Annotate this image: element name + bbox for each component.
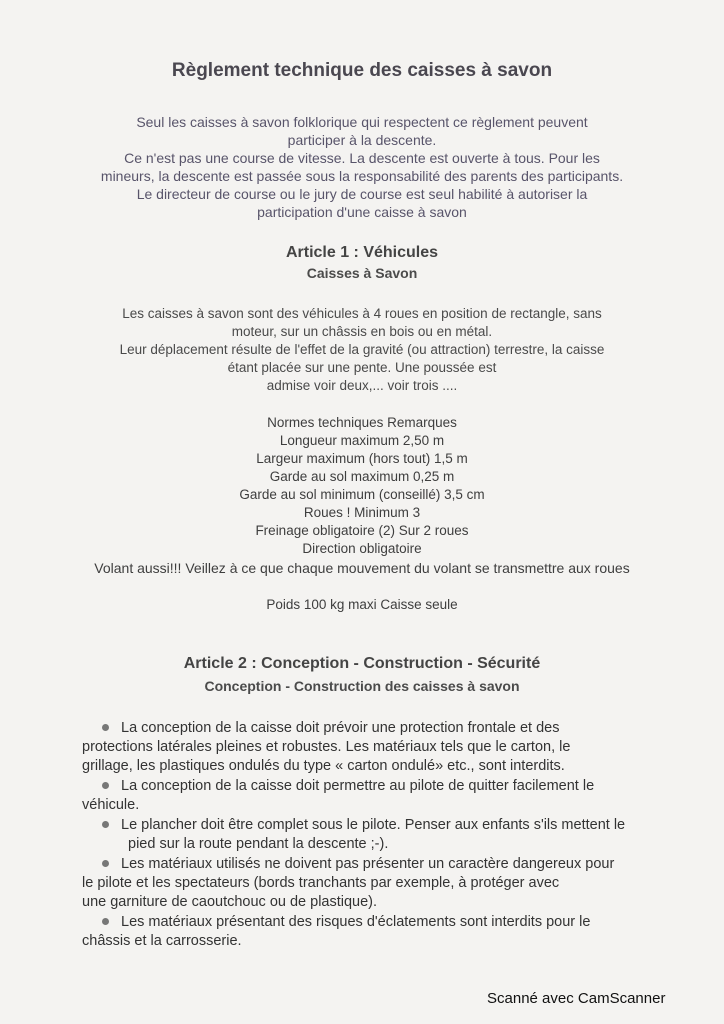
steering-note: Volant aussi!!! Veillez à ce que chaque mouvement du volant se transmettre aux roues [94, 560, 630, 576]
norm-line: Longueur maximum 2,50 m [279, 433, 445, 448]
weight-line: Poids 100 kg maxi Caisse seule [266, 597, 458, 612]
norm-line: Largeur maximum (hors tout) 1,5 m [256, 451, 468, 466]
bullet-item: La conception de la caisse doit prévoir une protection frontale et des protections latérales pleines et robustes. Les matériaux tels que le carton, le grillage, les plastiques ondulés du type « carton ondulé» etc., sont interdits. [82, 720, 571, 774]
article1-body-line: moteur, sur un châssis en bois ou en métal. [231, 324, 493, 339]
norm-line: Garde au sol maximum 0,25 m [269, 469, 455, 484]
intro-line: mineurs, la descente est passée sous la responsabilité des parents des participants. [100, 168, 624, 184]
scanner-watermark: Scanné avec CamScanner [487, 990, 666, 1007]
article2-subtitle: Conception - Construction des caisses à savon [204, 678, 520, 694]
article1-body-line: Leur déplacement résulte de l'effet de la gravité (ou attraction) terrestre, la caisse [119, 342, 605, 357]
norm-line: Direction obligatoire [302, 541, 422, 556]
bullet-icon [102, 821, 109, 828]
article1-body-line: étant placée sur une pente. Une poussée est [227, 360, 497, 375]
intro-line: Ce n'est pas une course de vitesse. La descente est ouverte à tous. Pour les [124, 150, 600, 166]
article1-subtitle: Caisses à Savon [306, 265, 418, 281]
document-title: Règlement technique des caisses à savon [171, 60, 553, 81]
bullet-icon [102, 860, 109, 867]
bullet-item: Le plancher doit être complet sous le pilote. Penser aux enfants s'ils mettent le pied sur la route pendant la descente ;-). [82, 816, 702, 854]
article1-body-line: admise voir deux,... voir trois .... [266, 378, 458, 393]
intro-line: participer à la descente. [287, 132, 437, 148]
bullet-icon [102, 724, 109, 731]
article2-title: Article 2 : Conception - Construction - Sécurité [183, 655, 541, 672]
article1-title: Article 1 : Véhicules [285, 244, 439, 261]
norm-line: Garde au sol minimum (conseillé) 3,5 cm [239, 487, 485, 502]
article1-body-line: Les caisses à savon sont des véhicules à 4 roues en position de rectangle, sans [122, 306, 602, 321]
bullet-icon [102, 782, 109, 789]
norm-line: Roues ! Minimum 3 [303, 505, 421, 520]
bullet-icon [102, 918, 109, 925]
norm-line: Normes techniques Remarques [267, 415, 457, 430]
norm-line: Freinage obligatoire (2) Sur 2 roues [255, 523, 469, 538]
intro-line: Le directeur de course ou le jury de course est seul habilité à autoriser la [136, 186, 588, 202]
intro-line: participation d'une caisse à savon [257, 204, 467, 220]
bullet-item: La conception de la caisse doit permettre au pilote de quitter facilement le véhicule. [82, 778, 595, 813]
intro-line: Seul les caisses à savon folklorique qui respectent ce règlement peuvent [136, 114, 588, 130]
bullet-item: Les matériaux utilisés ne doivent pas présenter un caractère dangereux pour le pilote et les spectateurs (bords tranchants par exemple, à protéger avec une garniture de caoutchouc ou de plastique). [82, 856, 615, 910]
bullet-item: Les matériaux présentant des risques d'éclatements sont interdits pour le châssis et la carrosserie. [82, 914, 591, 949]
